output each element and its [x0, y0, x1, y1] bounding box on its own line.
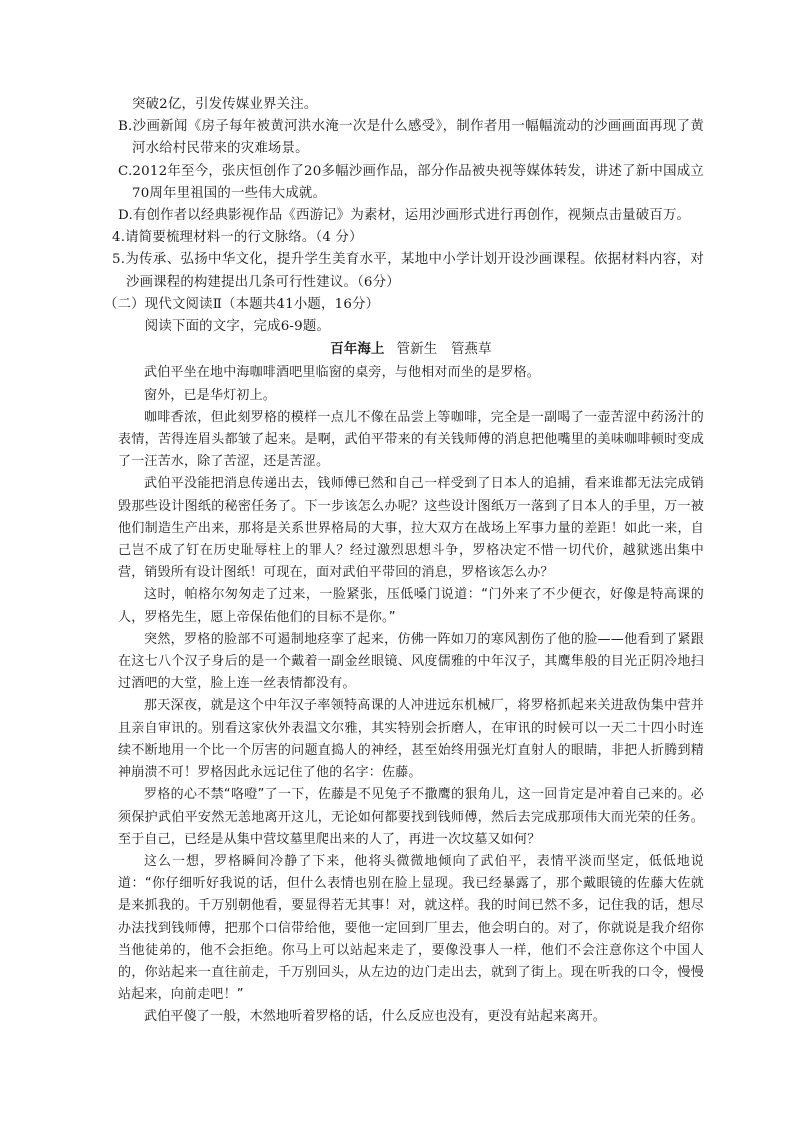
article-body — [118, 362, 704, 1028]
section-instruction: 阅读下面的文字，完成6-9题。 — [144, 319, 331, 335]
option-c: C.2012年至今，张庆恒创作了20多幅沙画作品，部分作品被央视等媒体转发，讲述了新中国成立70周年里祖国的一些伟大成就。 — [118, 163, 704, 201]
article-paragraph: 武伯平傻了一般，木然地听着罗格的话，什么反应也没有，更没有站起来离开。 — [144, 1009, 607, 1025]
section-heading: （二）现代文阅读Ⅱ（本题共41小题，16分） — [104, 296, 380, 312]
article-paragraph: 咖啡香浓，但此刻罗格的模样一点儿不像在品尝上等咖啡，完全是一副喝了一壶苦涩中药汤汁的表情，苦得连眉头都皱了起来。是啊，武伯平带来的有关钱师傅的消息把他嘴里的美味咖啡顿时变成了一汪苦水，除了苦涩，还是苦涩。 — [118, 409, 704, 470]
page-content — [104, 94, 704, 1029]
option-d: D.有创作者以经典影视作品《西游记》为素材，运用沙画形式进行再创作，视频点击量破百万。 — [118, 208, 691, 224]
article-title: 百年海上 — [330, 342, 385, 358]
article-paragraph: 武伯平没能把消息传递出去，钱师傅已然和自己一样受到了日本人的追捕，看来谁都无法完成销毁那些设计图纸的秘密任务了。下一步该怎么办呢？这些设计图纸万一落到了日本人的手里，万一被他们制造生产出来，那将是关系世界格局的大事，拉大双方在战场上军事力量的差距！如此一来，自己岂不成了钉在历史耻辱柱上的罪人？经过激烈思想斗争，罗格决定不惜一切代价，越狱逃出集中营，销毁所有设计图纸！可现在，面对武伯平带回的消息，罗格该怎么办？ — [118, 476, 704, 581]
option-a-continuation: 突破2亿，引发传媒业界关注。 — [132, 97, 318, 112]
article-paragraph: 这么一想，罗格瞬间冷静了下来，他将头微微地倾向了武伯平，表情平淡而坚定，低低地说道：“你仔细听好我说的话，但什么表情也别在脸上显现。我已经暴露了，那个戴眼镜的佐藤大佐就是来抓我的。千万别朝他看，要显得若无其事！对，就这样。我的时间已然不多，记住我的话，想尽办法找到钱师傅，把那个口信带给他，要他一定回到厂里去，他会明白的。对了，你就说是我介绍你当他徒弟的，他不会拒绝。你马上可以站起来走了，要像没事人一样，他们不会注意你这个中国人的，你站起来一直往前走，千万别回头，从左边的边门走出去，就到了街上。现在听我的口令，慢慢站起来，向前走吧！” — [118, 853, 704, 1003]
option-b: B.沙画新闻《房子每年被黄河洪水淹一次是什么感受》，制作者用一幅幅流动的沙画画面再现了黄河水给村民带来的灾难场景。 — [118, 119, 704, 157]
article-authors: 管新生 管燕草 — [396, 342, 492, 358]
article-paragraph: 那天深夜，就是这个中年汉子率领特高课的人冲进远东机械厂，将罗格抓起来关进敌伪集中营并且亲自审讯的。别看这家伙外表温文尔雅，其实特别会折磨人，在审讯的时候可以一天二十四小时连续不断地用一个比一个厉害的问题直捣人的神经，甚至始终用强光灯直射人的眼睛，非把人折腾到精神崩溃不可！罗格因此永远记住了他的名字：佐藤。 — [118, 698, 704, 781]
article-paragraph: 这时，帕格尔匆匆走了过来，一脸紧张，压低嗓门说道：“门外来了不少便衣，好像是特高课的人，罗格先生，愿上帝保佑他们的目标不是你。” — [118, 587, 704, 625]
article-paragraph: 突然，罗格的脸部不可遏制地痉挛了起来，仿佛一阵如刀的寒风割伤了他的脸——他看到了紧跟在这七八个汉子身后的是一个戴着一副金丝眼镜、风度儒雅的中年汉子，其鹰隼般的目光正阴冷地扫过酒吧的大堂，脸上连一丝表情都没有。 — [118, 631, 704, 692]
article-paragraph: 窗外，已是华灯初上。 — [144, 387, 277, 403]
question-4: 4.请简要梳理材料一的行文脉络。（4 分） — [112, 230, 363, 246]
article-title-line — [118, 339, 704, 361]
question-5: 5.为传承、弘扬中华文化，提升学生美育水平，某地中小学计划开设沙画课程。依据材料内容，对沙画课程的构建提出几条可行性建议。（6分） — [112, 252, 704, 290]
article-paragraph: 罗格的心不禁“咯噔”了一下，佐藤是不见兔子不撒鹰的狠角儿，这一回肯定是冲着自己来的。必须保护武伯平安然无恙地离开这儿，无论如何都要找到钱师傅，然后去完成那项伟大而光荣的任务。至于自己，已经是从集中营坟墓里爬出来的人了，再进一次坟墓又如何？ — [118, 787, 704, 847]
article-paragraph: 武伯平坐在地中海咖啡酒吧里临窗的桌旁，与他相对而坐的是罗格。 — [144, 365, 541, 381]
